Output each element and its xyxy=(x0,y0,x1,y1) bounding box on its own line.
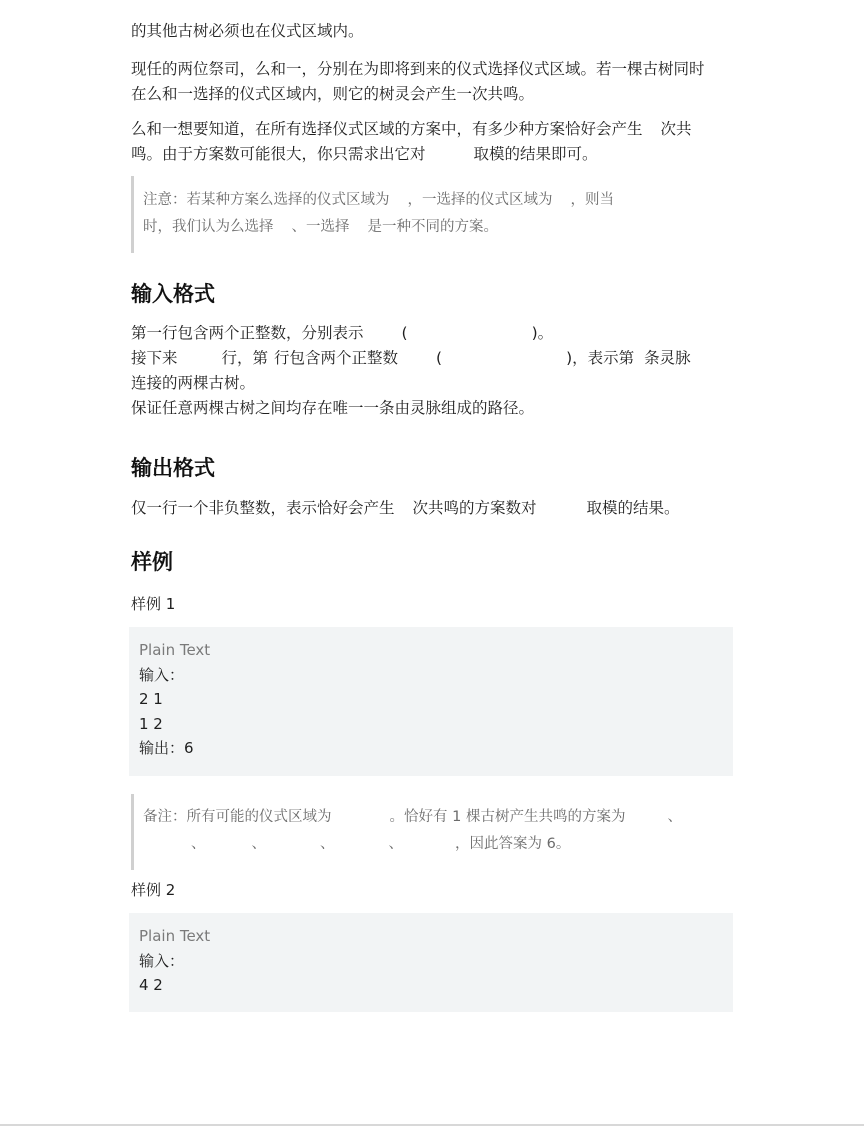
remark-callout xyxy=(131,794,731,870)
text-span: ( xyxy=(401,324,408,342)
sample-2-code-block xyxy=(129,913,733,1012)
sample-1-code-block xyxy=(129,627,733,776)
code-language-label: Plain Text xyxy=(139,641,211,659)
text-span: 、 xyxy=(320,836,335,852)
note-text xyxy=(143,187,711,214)
code-line: 输出：6 xyxy=(139,739,194,757)
input-format-heading: 输入格式 xyxy=(131,282,215,306)
text-span: 、 xyxy=(388,836,403,852)
input-format-text xyxy=(131,346,691,371)
text-span: ，则当 xyxy=(570,192,614,208)
text-span: 接下来 xyxy=(131,349,178,367)
input-format-text: 保证任意两棵古树之间均存在唯一一条由灵脉组成的路径。 xyxy=(131,399,535,417)
text-span: 注意：若某种方案么选择的仪式区域为 xyxy=(143,192,390,208)
samples-heading: 样例 xyxy=(131,550,173,574)
intro-text: 的其他古树必须也在仪式区域内。 xyxy=(131,22,364,40)
intro-paragraph-3 xyxy=(131,117,692,167)
text-span: 鸣。由于方案数可能很大，你只需求出它对 xyxy=(131,145,426,163)
text-span: 取模的结果即可。 xyxy=(473,145,598,163)
text-span: ( xyxy=(436,349,443,367)
code-line: 输入： xyxy=(139,665,185,684)
text-span: 么和一想要知道，在所有选择仪式区域的方案中，有多少种方案恰好会产生 xyxy=(131,120,643,138)
text-span: )，表示第 xyxy=(566,349,635,367)
text-span: 仅一行一个非负整数，表示恰好会产生 xyxy=(131,499,395,517)
note-text xyxy=(143,214,711,241)
code-language-label: Plain Text xyxy=(139,927,211,945)
code-line: 1 2 xyxy=(139,714,163,733)
text-span: ，一选择的仪式区域为 xyxy=(407,192,553,208)
code-line: 输入： xyxy=(139,951,185,970)
note-callout xyxy=(131,176,711,253)
text-span: 、 xyxy=(667,809,682,825)
code-line: 4 2 xyxy=(139,976,163,994)
input-format-body xyxy=(131,321,691,421)
text-span: 取模的结果。 xyxy=(586,499,680,517)
output-format-text xyxy=(131,496,680,521)
text-span: 次共鸣的方案数对 xyxy=(412,499,537,517)
text-span: 、 xyxy=(251,836,266,852)
text-span: 备注：所有可能的仪式区域为 xyxy=(143,809,332,825)
text-span: 、 xyxy=(191,836,206,852)
input-format-text: 连接的两棵古树。 xyxy=(131,374,256,392)
sample-1-label: 样例 1 xyxy=(131,595,176,613)
text-span: 行包含两个正整数 xyxy=(274,349,399,367)
text-span: 、一选择 xyxy=(291,219,350,235)
text-span: 行，第 xyxy=(221,349,269,367)
text-span: 第一行包含两个正整数，分别表示 xyxy=(131,324,364,342)
intro-text xyxy=(131,117,692,142)
text-span: 。恰好有 1 棵古树产生共鸣的方案为 xyxy=(389,809,626,825)
intro-text xyxy=(131,142,692,167)
intro-text: 现任的两位祭司，么和一，分别在为即将到来的仪式选择仪式区域。若一棵古树同时 xyxy=(131,60,705,78)
remark-text xyxy=(143,831,731,858)
input-format-text xyxy=(131,321,691,346)
output-format-heading: 输出格式 xyxy=(131,456,215,480)
output-format-body xyxy=(131,496,680,521)
text-span: 次共 xyxy=(660,120,692,138)
text-span: ，因此答案为 6。 xyxy=(455,836,571,852)
remark-text xyxy=(143,804,731,831)
intro-text: 在么和一选择的仪式区域内，则它的树灵会产生一次共鸣。 xyxy=(131,85,535,103)
intro-paragraph-2 xyxy=(131,57,705,107)
text-span: 是一种不同的方案。 xyxy=(367,219,498,235)
sample-2-label: 样例 2 xyxy=(131,881,176,899)
text-span: 时，我们认为么选择 xyxy=(143,219,274,235)
intro-line xyxy=(131,19,364,44)
text-span: )。 xyxy=(531,324,554,342)
code-line: 2 1 xyxy=(139,690,163,708)
text-span: 条灵脉 xyxy=(644,349,691,367)
